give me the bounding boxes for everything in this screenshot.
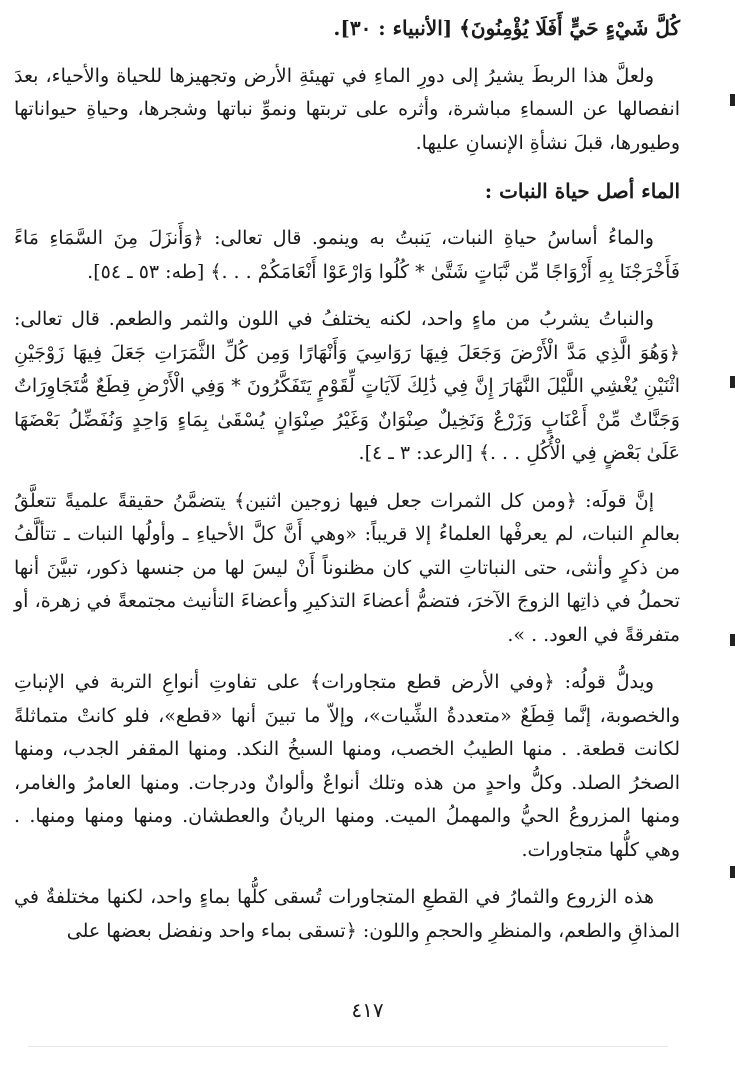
page-body [14, 12, 680, 948]
paragraph-plant-pairs: إنَّ قولَه: ﴿ومن كل الثمرات جعل فيها زوجين اثنين﴾ يتضمَّنُ حقيقةً علميةً تتعلَّقُ بعالمِ النبات، لم يعرفْها العلماءُ إلا قريباً: «وهي أَنَّ كلَّ الأحياءِ ـ وأولُها النبات ـ تتألَّفُ من ذكرٍ وأنثى، حتى النباتاتِ التي كان مظنوناً أَنْ ليسَ لها من جنسها ذكور، تبيَّنَ أنها تحملُ في ذاتِها الزوجَ الآخرَ، فتضمُّ أعضاءَ التذكيرِ وأعضاءَ التأنيث مجتمعةً في زهرة، أو متفرقةً في العود. . ». [14, 489, 681, 646]
paragraph-water-plants: والماءُ أساسُ حياةِ النبات، يَنبتُ به وينمو. قال تعالى: ﴿وَأَنزَلَ مِنَ السَّمَاءِ مَاءً فَأَخْرَجْنَا بِهِ أَزْوَاجًا مِّن نَّبَاتٍ شَتَّىٰ * كُلُوا وَارْعَوْا أَنْعَامَكُمْ . . .﴾ [طه: ٥٣ ـ ٥٤]. [14, 227, 680, 283]
paragraph-soil-types: ويدلُّ قولُه: ﴿وفي الأرض قطع متجاورات﴾ على تفاوتِ أنواعِ التربة في الإنباتِ والخصوبة، إنَّما قِطَعٌ «متعددةُ الشِّيات»، وإلاّ ما تبينَ أنها «قطع»، فلو كانتْ متماثلةً لكانت قطعة. . منها الطيبُ الخصب، ومنها السبخُ النكد. ومنها المقفر الجدب، ومنها الصخرُ الصلد. وكلُّ واحدٍ من هذه وتلك أنواعٌ وألوانٌ ودرجات. ومنها العامرُ والغامر، ومنها المزروعُ الحيُّ والمهملُ الميت. ومنها الريانُ والعطشان. ومنها ومنها ومنها. . وهي كلُّها متجاورات. [14, 671, 680, 861]
margin-mark [730, 94, 735, 106]
margin-mark [730, 866, 735, 878]
section-heading: الماء أصل حياة النبات : [484, 179, 680, 203]
margin-mark [730, 376, 735, 388]
verse-continuation: كُلَّ شَيْءٍ حَيٍّ أَفَلَا يُؤْمِنُونَ﴾ [الأنبياء : ٣٠]. [333, 16, 680, 40]
paragraph-crops-taste: هذه الزروع والثمارُ في القطعِ المتجاورات تُسقى كلُّها بماءٍ واحد، لكنها مختلفةٌ في المذاقِ والطعم، والمنظرِ والحجمِ واللون: ﴿تسقى بماء واحد ونفضل بعضها على [14, 886, 680, 942]
paragraph-plant-differences: والنباتُ يشربُ من ماءٍ واحد، لكنه يختلفُ في اللون والثمر والطعم. قال تعالى: ﴿وَهُوَ الَّذِي مَدَّ الْأَرْضَ وَجَعَلَ فِيهَا رَوَاسِيَ وَأَنْهَارًا وَمِن كُلِّ الثَّمَرَاتِ جَعَلَ فِيهَا زَوْجَيْنِ اثْنَيْنِ يُغْشِي اللَّيْلَ النَّهَارَ إِنَّ فِي ذَٰلِكَ لَآيَاتٍ لِّقَوْمٍ يَتَفَكَّرُونَ * وَفِي الْأَرْضِ قِطَعٌ مُّتَجَاوِرَاتٌ وَجَنَّاتٌ مِّنْ أَعْنَابٍ وَزَرْعٌ وَنَخِيلٌ صِنْوَانٌ وَغَيْرُ صِنْوَانٍ يُسْقَىٰ بِمَاءٍ وَاحِدٍ وَنُفَضِّلُ بَعْضَهَا عَلَىٰ بَعْضٍ فِي الْأُكُلِ . . .﴾ [الرعد: ٣ ـ ٤]. [14, 308, 680, 464]
paragraph-earth-preparation: ولعلَّ هذا الربطَ يشيرُ إلى دورِ الماءِ في تهيئةِ الأرض وتجهيزها للحياة والأحياء، بعدَ انفصالها عن السماءِ مباشرة، وأثره على تربتها ونموِّ نباتها وشجرها، وحياةِ حيواناتها وطيورها، قبلَ نشأةِ الإنسانِ عليها. [14, 64, 680, 154]
bottom-rule [28, 1046, 668, 1047]
page-number: ٤١٧ [351, 998, 384, 1022]
margin-mark [730, 634, 735, 646]
